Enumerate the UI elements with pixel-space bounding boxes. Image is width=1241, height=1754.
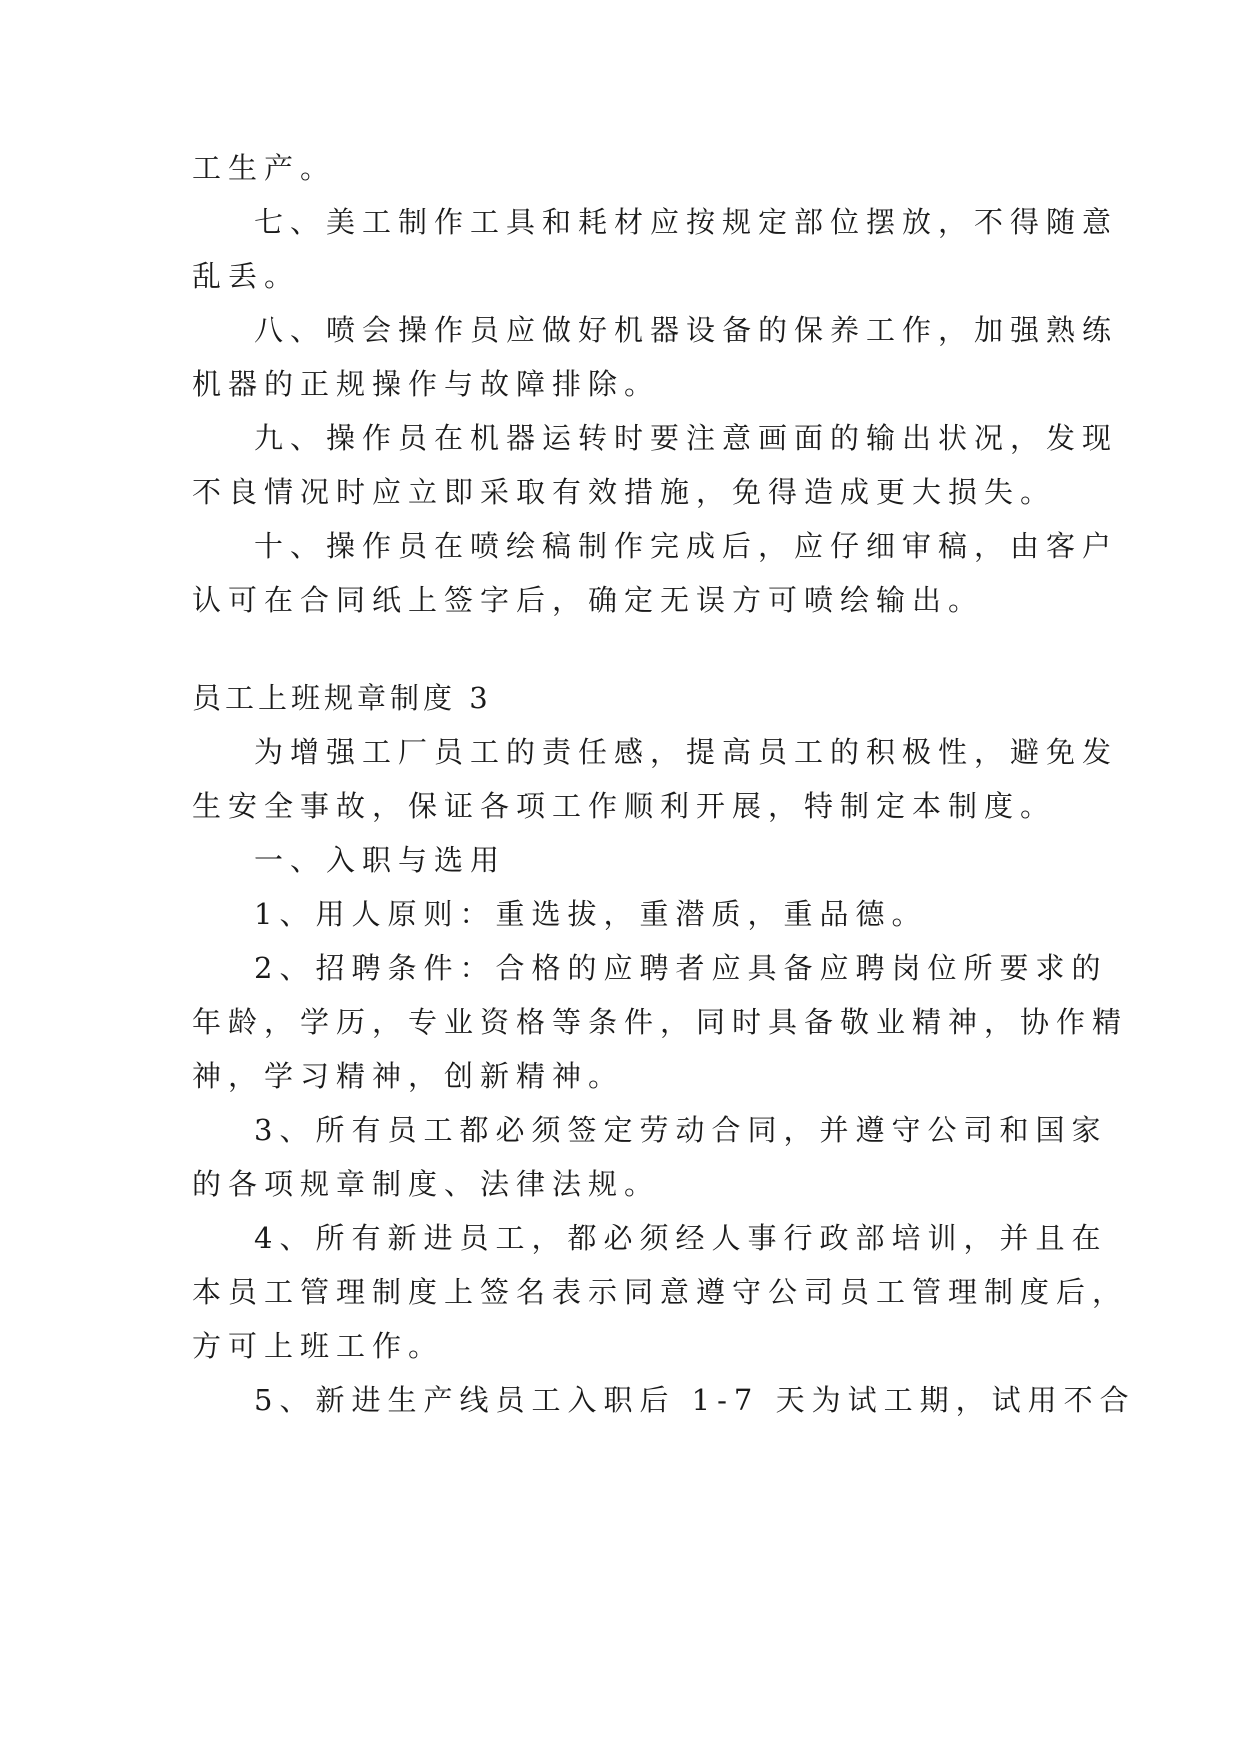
paragraph-line: 的各项规章制度、法律法规。: [192, 1167, 661, 1201]
paragraph-line: 不良情况时应立即采取有效措施，免得造成更大损失。: [192, 475, 1057, 509]
paragraph-line: 本员工管理制度上签名表示同意遵守公司员工管理制度后，: [192, 1275, 1129, 1309]
paragraph-line: 机器的正规操作与故障排除。: [192, 367, 661, 401]
paragraph-line: 九、操作员在机器运转时要注意画面的输出状况，发现: [254, 421, 1119, 455]
paragraph-line: 为增强工厂员工的责任感，提高员工的积极性，避免发: [254, 735, 1119, 769]
paragraph-line: 八、喷会操作员应做好机器设备的保养工作，加强熟练: [254, 313, 1119, 347]
subsection-heading: 一、入职与选用: [254, 843, 507, 877]
paragraph-line: 乱丢。: [192, 259, 301, 293]
paragraph-line: 生安全事故，保证各项工作顺利开展，特制定本制度。: [192, 789, 1057, 823]
paragraph-line: 十、操作员在喷绘稿制作完成后，应仔细审稿，由客户: [254, 529, 1119, 563]
paragraph-line: 神，学习精神，创新精神。: [192, 1059, 625, 1093]
paragraph-line: 4、所有新进员工，都必须经人事行政部培训，并且在: [254, 1221, 1108, 1255]
paragraph-line: 2、招聘条件：合格的应聘者应具备应聘岗位所要求的: [254, 951, 1108, 985]
paragraph-line: 1、用人原则：重选拔，重潜质，重品德。: [254, 897, 928, 931]
paragraph-line: 方可上班工作。: [192, 1329, 445, 1363]
paragraph-line: 认可在合同纸上签字后，确定无误方可喷绘输出。: [192, 583, 985, 617]
paragraph-line: 工生产。: [192, 151, 337, 185]
paragraph-line: 七、美工制作工具和耗材应按规定部位摆放，不得随意: [254, 205, 1119, 239]
section-heading: 员工上班规章制度 3: [192, 681, 492, 715]
paragraph-line: 5、新进生产线员工入职后 1-7 天为试工期，试用不合: [254, 1383, 1136, 1417]
paragraph-line: 3、所有员工都必须签定劳动合同，并遵守公司和国家: [254, 1113, 1108, 1147]
paragraph-line: 年龄，学历，专业资格等条件，同时具备敬业精神，协作精: [192, 1005, 1129, 1039]
